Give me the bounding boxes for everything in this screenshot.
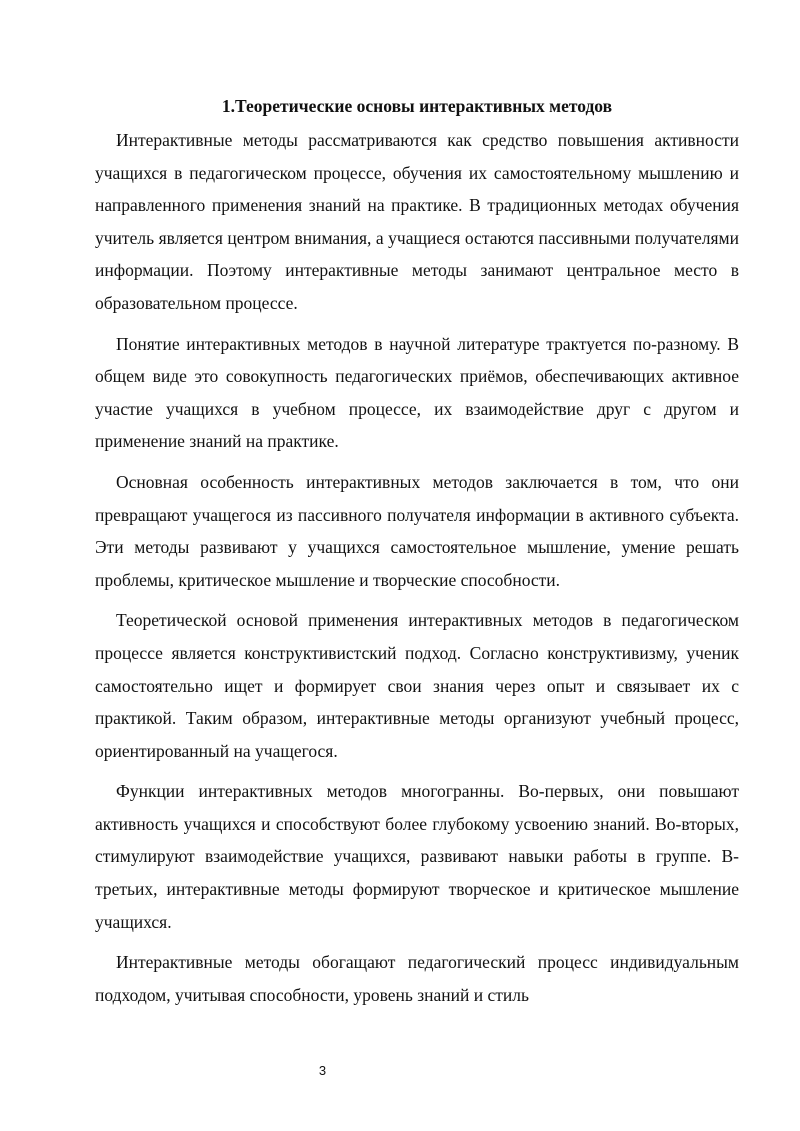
paragraph-5: Функции интерактивных методов многогранны. Во-первых, они повышают активность учащихся и способствуют более глубокому усвоению знаний. Во-вторых, стимулируют взаимодействие учащихся, развивают навыки работы в группе. В-третьих, интерактивные методы формируют творческое и критическое мышление учащихся.	[95, 781, 739, 932]
paragraph-1: Интерактивные методы рассматриваются как средство повышения активности учащихся в педагогическом процессе, обучения их самостоятельному мышлению и направленного применения знаний на практике. В традиционных методах обучения учитель является центром внимания, а учащиеся остаются пассивными получателями информации. Поэтому интерактивные методы занимают центральное место в образовательном процессе.	[95, 130, 739, 313]
paragraph-2: Понятие интерактивных методов в научной литературе трактуется по-разному. В общем виде это совокупность педагогических приёмов, обеспечивающих активное участие учащихся в учебном процессе, их взаимодействие друг с другом и применение знаний на практике.	[95, 333, 739, 452]
page-number: 3	[318, 1063, 327, 1078]
paragraph-3: Основная особенность интерактивных методов заключается в том, что они превращают учащегося из пассивного получателя информации в активного субъекта. Эти методы развивают у учащихся самостоятельное мышление, умение решать проблемы, критическое мышление и творческие способности.	[95, 471, 739, 590]
section-heading: 1.Теоретические основы интерактивных методов	[221, 96, 613, 116]
document-body	[95, 124, 739, 1019]
paragraph-4: Теоретической основой применения интерактивных методов в педагогическом процессе является конструктивистский подход. Согласно конструктивизму, ученик самостоятельно ищет и формирует свои знания через опыт и связывает их с практикой. Таким образом, интерактивные методы организуют учебный процесс, ориентированный на учащегося.	[95, 610, 739, 761]
paragraph-6: Интерактивные методы обогащают педагогический процесс индивидуальным подходом, учитывая способности, уровень знаний и стиль	[95, 952, 739, 1005]
